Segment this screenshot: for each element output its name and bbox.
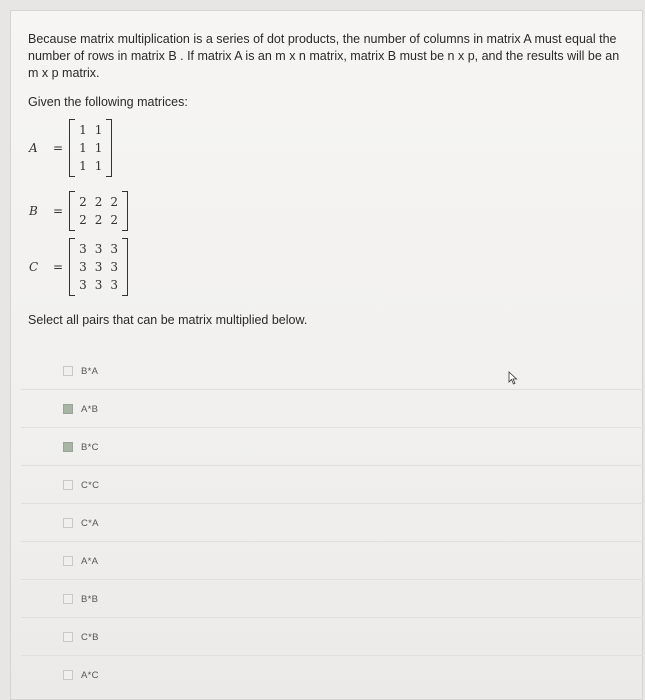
option-a-times-a[interactable] <box>21 543 643 580</box>
mouse-cursor-icon <box>508 371 518 385</box>
option-b-times-a[interactable] <box>21 353 643 390</box>
matrix-c-brackets <box>69 238 128 296</box>
matrix-cell: 2 <box>94 213 103 227</box>
option-checkbox[interactable] <box>63 442 73 452</box>
matrix-cell: 2 <box>110 195 118 209</box>
matrix-a <box>29 119 112 177</box>
option-checkbox[interactable] <box>63 594 73 604</box>
option-label: B*B <box>81 593 99 605</box>
option-a-times-c[interactable] <box>21 657 643 693</box>
matrix-cell: 2 <box>110 213 118 227</box>
option-checkbox[interactable] <box>63 556 73 566</box>
option-label: B*A <box>81 365 99 377</box>
matrix-cell: 3 <box>79 242 87 256</box>
matrix-a-name: A <box>29 141 38 155</box>
matrix-b-brackets <box>69 191 128 231</box>
matrix-cell: 1 <box>79 141 87 155</box>
option-b-times-b[interactable] <box>21 581 643 618</box>
matrix-cell: 1 <box>79 159 87 173</box>
given-label: Given the following matrices: <box>28 95 188 109</box>
matrix-cell: 1 <box>94 141 103 155</box>
matrix-cell: 3 <box>94 260 103 274</box>
option-label: C*A <box>81 517 99 529</box>
option-label: A*A <box>81 555 99 567</box>
select-prompt: Select all pairs that can be matrix multiplied below. <box>28 313 308 327</box>
matrix-cell: 3 <box>110 242 118 256</box>
matrix-a-brackets <box>69 119 112 177</box>
matrix-b-name: B <box>29 204 38 218</box>
option-c-times-b[interactable] <box>21 619 643 656</box>
matrix-cell: 2 <box>79 213 87 227</box>
option-label: C*B <box>81 631 99 643</box>
option-c-times-a[interactable] <box>21 505 643 542</box>
question-intro: Because matrix multiplication is a series of dot products, the number of columns in matrix A must equal the number of rows in matrix B . If matrix A is an m x n matrix, matrix B must be n x p, and the results will be an m x p matrix. <box>28 32 620 80</box>
matrix-b-equals: = <box>53 204 64 218</box>
option-checkbox[interactable] <box>63 670 73 680</box>
matrix-cell: 3 <box>110 260 118 274</box>
option-label: B*C <box>81 441 99 453</box>
matrix-c <box>29 238 128 296</box>
matrix-c-name: C <box>29 260 39 274</box>
option-checkbox[interactable] <box>63 366 73 376</box>
option-b-times-c[interactable] <box>21 429 643 466</box>
matrix-c-grid <box>75 240 122 294</box>
option-checkbox[interactable] <box>63 404 73 414</box>
matrix-cell: 3 <box>110 278 118 292</box>
matrix-cell: 3 <box>94 278 103 292</box>
matrix-cell: 2 <box>79 195 87 209</box>
matrix-a-grid <box>75 121 106 175</box>
option-label: C*C <box>81 479 100 491</box>
matrix-c-equals: = <box>53 260 64 274</box>
question-panel <box>10 10 643 700</box>
option-checkbox[interactable] <box>63 632 73 642</box>
option-c-times-c[interactable] <box>21 467 643 504</box>
matrix-cell: 1 <box>79 123 87 137</box>
matrix-cell: 3 <box>94 242 103 256</box>
option-checkbox[interactable] <box>63 480 73 490</box>
matrix-b <box>29 191 128 231</box>
matrix-cell: 1 <box>94 159 103 173</box>
matrix-cell: 2 <box>94 195 103 209</box>
matrix-cell: 3 <box>79 260 87 274</box>
matrix-cell: 1 <box>94 123 103 137</box>
option-a-times-b[interactable] <box>21 391 643 428</box>
matrix-b-grid <box>75 193 122 229</box>
option-label: A*B <box>81 403 99 415</box>
matrix-cell: 3 <box>79 278 87 292</box>
option-checkbox[interactable] <box>63 518 73 528</box>
option-label: A*C <box>81 669 99 681</box>
matrix-a-equals: = <box>53 141 64 155</box>
